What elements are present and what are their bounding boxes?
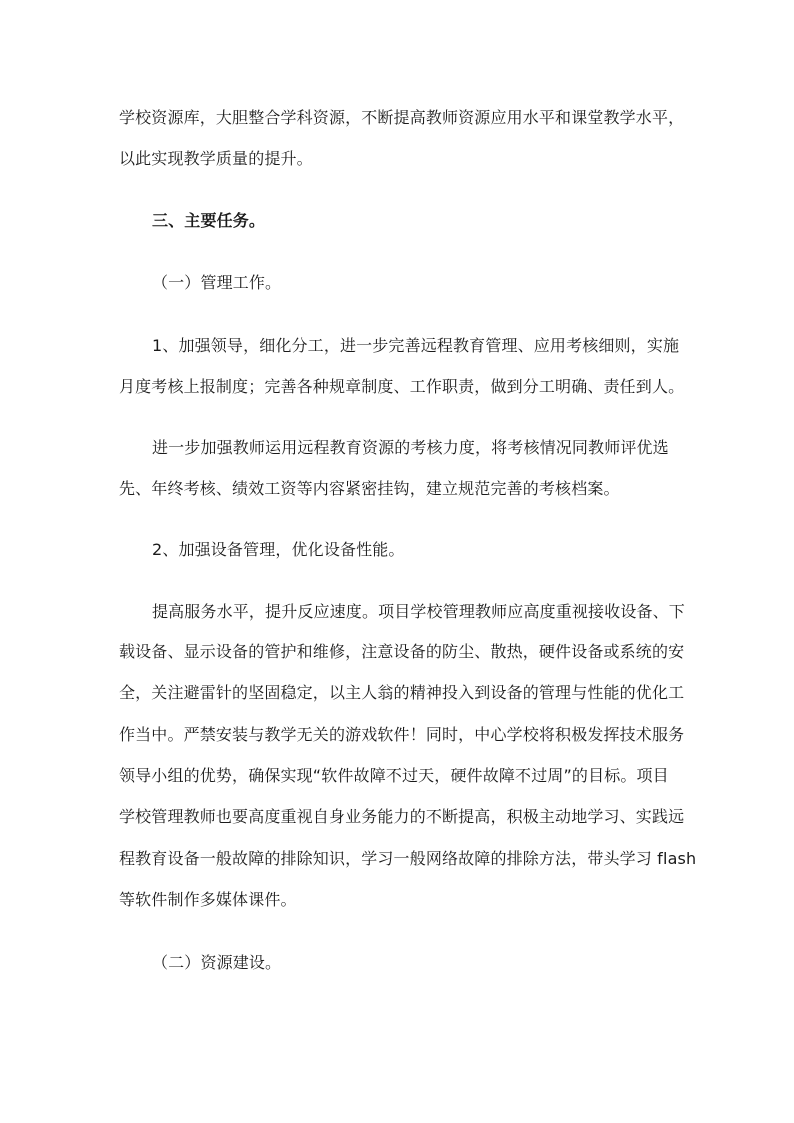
paragraph-line: 学校管理教师也要高度重视自身业务能力的不断提高，积极主动地学习、实践远 xyxy=(119,807,685,826)
subsection-heading: （二）资源建设。 xyxy=(152,953,282,972)
paragraph-line: 1、加强领导，细化分工，进一步完善远程教育管理、应用考核细则，实施 xyxy=(152,336,680,355)
paragraph-line: 以此实现教学质量的提升。 xyxy=(119,149,313,168)
paragraph-line: 载设备、显示设备的管护和维修，注意设备的防尘、散热，硬件设备或系统的安 xyxy=(119,642,685,661)
paragraph-line: 月度考核上报制度；完善各种规章制度、工作职责，做到分工明确、责任到人。 xyxy=(119,377,685,396)
paragraph-line: 等软件制作多媒体课件。 xyxy=(119,890,297,909)
subsection-item: 2、加强设备管理，优化设备性能。 xyxy=(152,540,405,559)
paragraph-line: 提高服务水平，提升反应速度。项目学校管理教师应高度重视接收设备、下 xyxy=(152,602,685,621)
paragraph-line: 进一步加强教师运用远程教育资源的考核力度，将考核情况同教师评优选 xyxy=(152,438,669,457)
paragraph-line: 程教育设备一般故障的排除知识，学习一般网络故障的排除方法，带头学习 flash xyxy=(119,849,697,868)
paragraph-line: 全，关注避雷针的坚固稳定，以主人翁的精神投入到设备的管理与性能的优化工 xyxy=(119,683,685,702)
paragraph-line: 先、年终考核、绩效工资等内容紧密挂钩，建立规范完善的考核档案。 xyxy=(119,479,620,498)
paragraph-line: 领导小组的优势，确保实现“软件故障不过天，硬件故障不过周”的目标。项目 xyxy=(119,766,669,785)
paragraph-line: 学校资源库，大胆整合学科资源，不断提高教师资源应用水平和课堂教学水平， xyxy=(119,108,685,127)
paragraph-line: 作当中。严禁安装与教学无关的游戏软件！同时，中心学校将积极发挥技术服务 xyxy=(119,725,685,744)
subsection-heading: （一）管理工作。 xyxy=(152,273,282,292)
section-heading: 三、主要任务。 xyxy=(152,211,266,230)
